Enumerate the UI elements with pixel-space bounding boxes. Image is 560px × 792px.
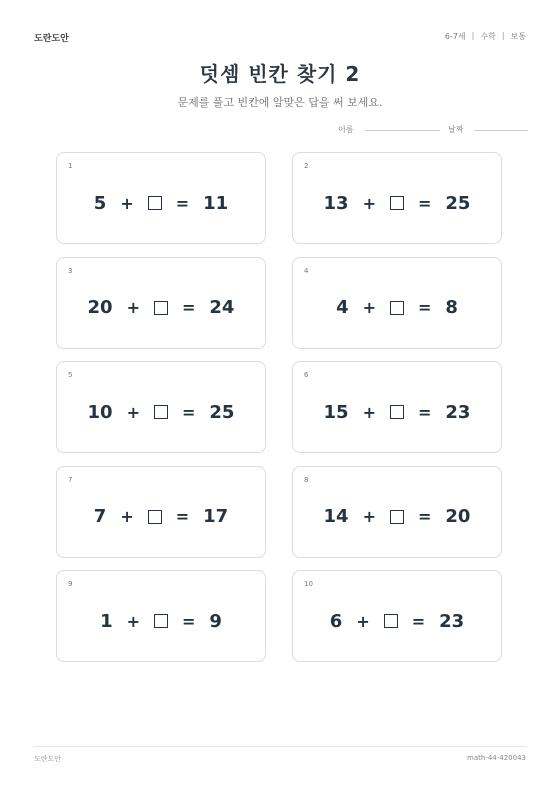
equation: [293, 191, 501, 215]
equation: [293, 505, 501, 529]
footer-divider: [34, 746, 526, 747]
equation: [57, 296, 265, 320]
answer-box[interactable]: [154, 405, 168, 419]
equation: [57, 505, 265, 529]
equals-sign: =: [175, 507, 190, 526]
addend: 7: [93, 506, 107, 527]
answer-box[interactable]: [390, 510, 404, 524]
problem-number: 5: [68, 371, 73, 379]
problem-card: [56, 361, 266, 453]
problem-number: 4: [304, 266, 309, 275]
meta-age: 6-7세: [444, 32, 466, 41]
answer-box[interactable]: [154, 614, 168, 628]
sum-result: 24: [209, 297, 235, 318]
plus-sign: +: [362, 193, 376, 213]
equals-sign: =: [182, 402, 196, 422]
equals-sign: =: [411, 611, 426, 631]
equation: [57, 400, 265, 424]
problem-card: [56, 152, 266, 244]
addend: 13: [323, 192, 349, 214]
answer-box[interactable]: [148, 510, 162, 524]
answer-box[interactable]: [384, 614, 398, 628]
problem-number: 10: [304, 580, 313, 588]
problem-card: [292, 257, 502, 349]
sum-result: 17: [203, 506, 229, 527]
date-line[interactable]: [474, 130, 528, 131]
addend: 14: [323, 506, 349, 527]
problem-grid: [56, 152, 504, 664]
brand-label: 도란도안: [34, 34, 69, 44]
plus-sign: +: [362, 402, 376, 422]
meta-separator: |: [471, 31, 475, 40]
sum-result: 25: [209, 401, 235, 423]
sum-result: 25: [445, 192, 471, 214]
equals-sign: =: [182, 298, 196, 317]
problem-number: 9: [68, 580, 73, 588]
addend: 4: [336, 297, 349, 318]
answer-box[interactable]: [390, 301, 404, 315]
addend: 20: [87, 297, 113, 318]
sum-result: 8: [445, 297, 458, 318]
problem-number: 3: [68, 266, 73, 275]
plus-sign: +: [362, 298, 376, 317]
problem-card: [56, 570, 266, 662]
meta-separator: |: [501, 31, 505, 40]
plus-sign: +: [362, 507, 376, 526]
problem-number: 1: [68, 162, 73, 170]
plus-sign: +: [120, 507, 134, 526]
problem-number: 6: [304, 371, 309, 379]
meta-level: 보통: [510, 32, 526, 41]
addend: 15: [323, 401, 349, 423]
problem-card: [56, 257, 266, 349]
equation: [293, 296, 501, 320]
equals-sign: =: [175, 193, 190, 213]
equals-sign: =: [418, 507, 432, 526]
plus-sign: +: [126, 298, 140, 317]
sum-result: 11: [203, 192, 229, 214]
addend: 1: [100, 610, 113, 632]
answer-box[interactable]: [390, 196, 404, 210]
equation: [293, 609, 501, 633]
answer-box[interactable]: [148, 196, 162, 210]
equals-sign: =: [418, 193, 432, 213]
problem-card: [56, 466, 266, 558]
equation: [57, 191, 265, 215]
equation: [57, 609, 265, 633]
plus-sign: +: [126, 402, 140, 422]
name-label: 이름: [338, 125, 354, 134]
addend: 6: [329, 610, 343, 632]
problem-card: [292, 152, 502, 244]
plus-sign: +: [120, 193, 134, 213]
equals-sign: =: [418, 298, 432, 317]
footer-brand: 도란도안: [34, 755, 62, 763]
sum-result: 20: [445, 506, 471, 527]
meta-subject: 수학: [480, 32, 496, 41]
problem-card: [292, 570, 502, 662]
sum-result: 23: [445, 401, 471, 423]
problem-card: [292, 361, 502, 453]
answer-box[interactable]: [154, 301, 168, 315]
equals-sign: =: [418, 402, 432, 422]
answer-box[interactable]: [390, 405, 404, 419]
problem-number: 2: [304, 162, 309, 170]
plus-sign: +: [126, 611, 140, 631]
plus-sign: +: [356, 611, 370, 631]
name-line[interactable]: [365, 130, 440, 131]
sum-result: 23: [439, 610, 465, 632]
equation: [293, 400, 501, 424]
problem-number: 7: [68, 475, 73, 484]
sum-result: 9: [209, 610, 222, 632]
page-title: 덧셈 빈칸 찾기 2: [199, 62, 361, 86]
problem-number: 8: [304, 475, 309, 484]
addend: 5: [93, 192, 107, 214]
equals-sign: =: [182, 611, 196, 631]
date-label: 날짜: [448, 125, 464, 134]
instructions: 문제를 풀고 빈칸에 알맞은 답을 써 보세요.: [177, 96, 383, 109]
footer-code: math-44-420043: [467, 754, 526, 762]
addend: 10: [87, 401, 113, 423]
worksheet-meta: [445, 31, 526, 42]
problem-card: [292, 466, 502, 558]
